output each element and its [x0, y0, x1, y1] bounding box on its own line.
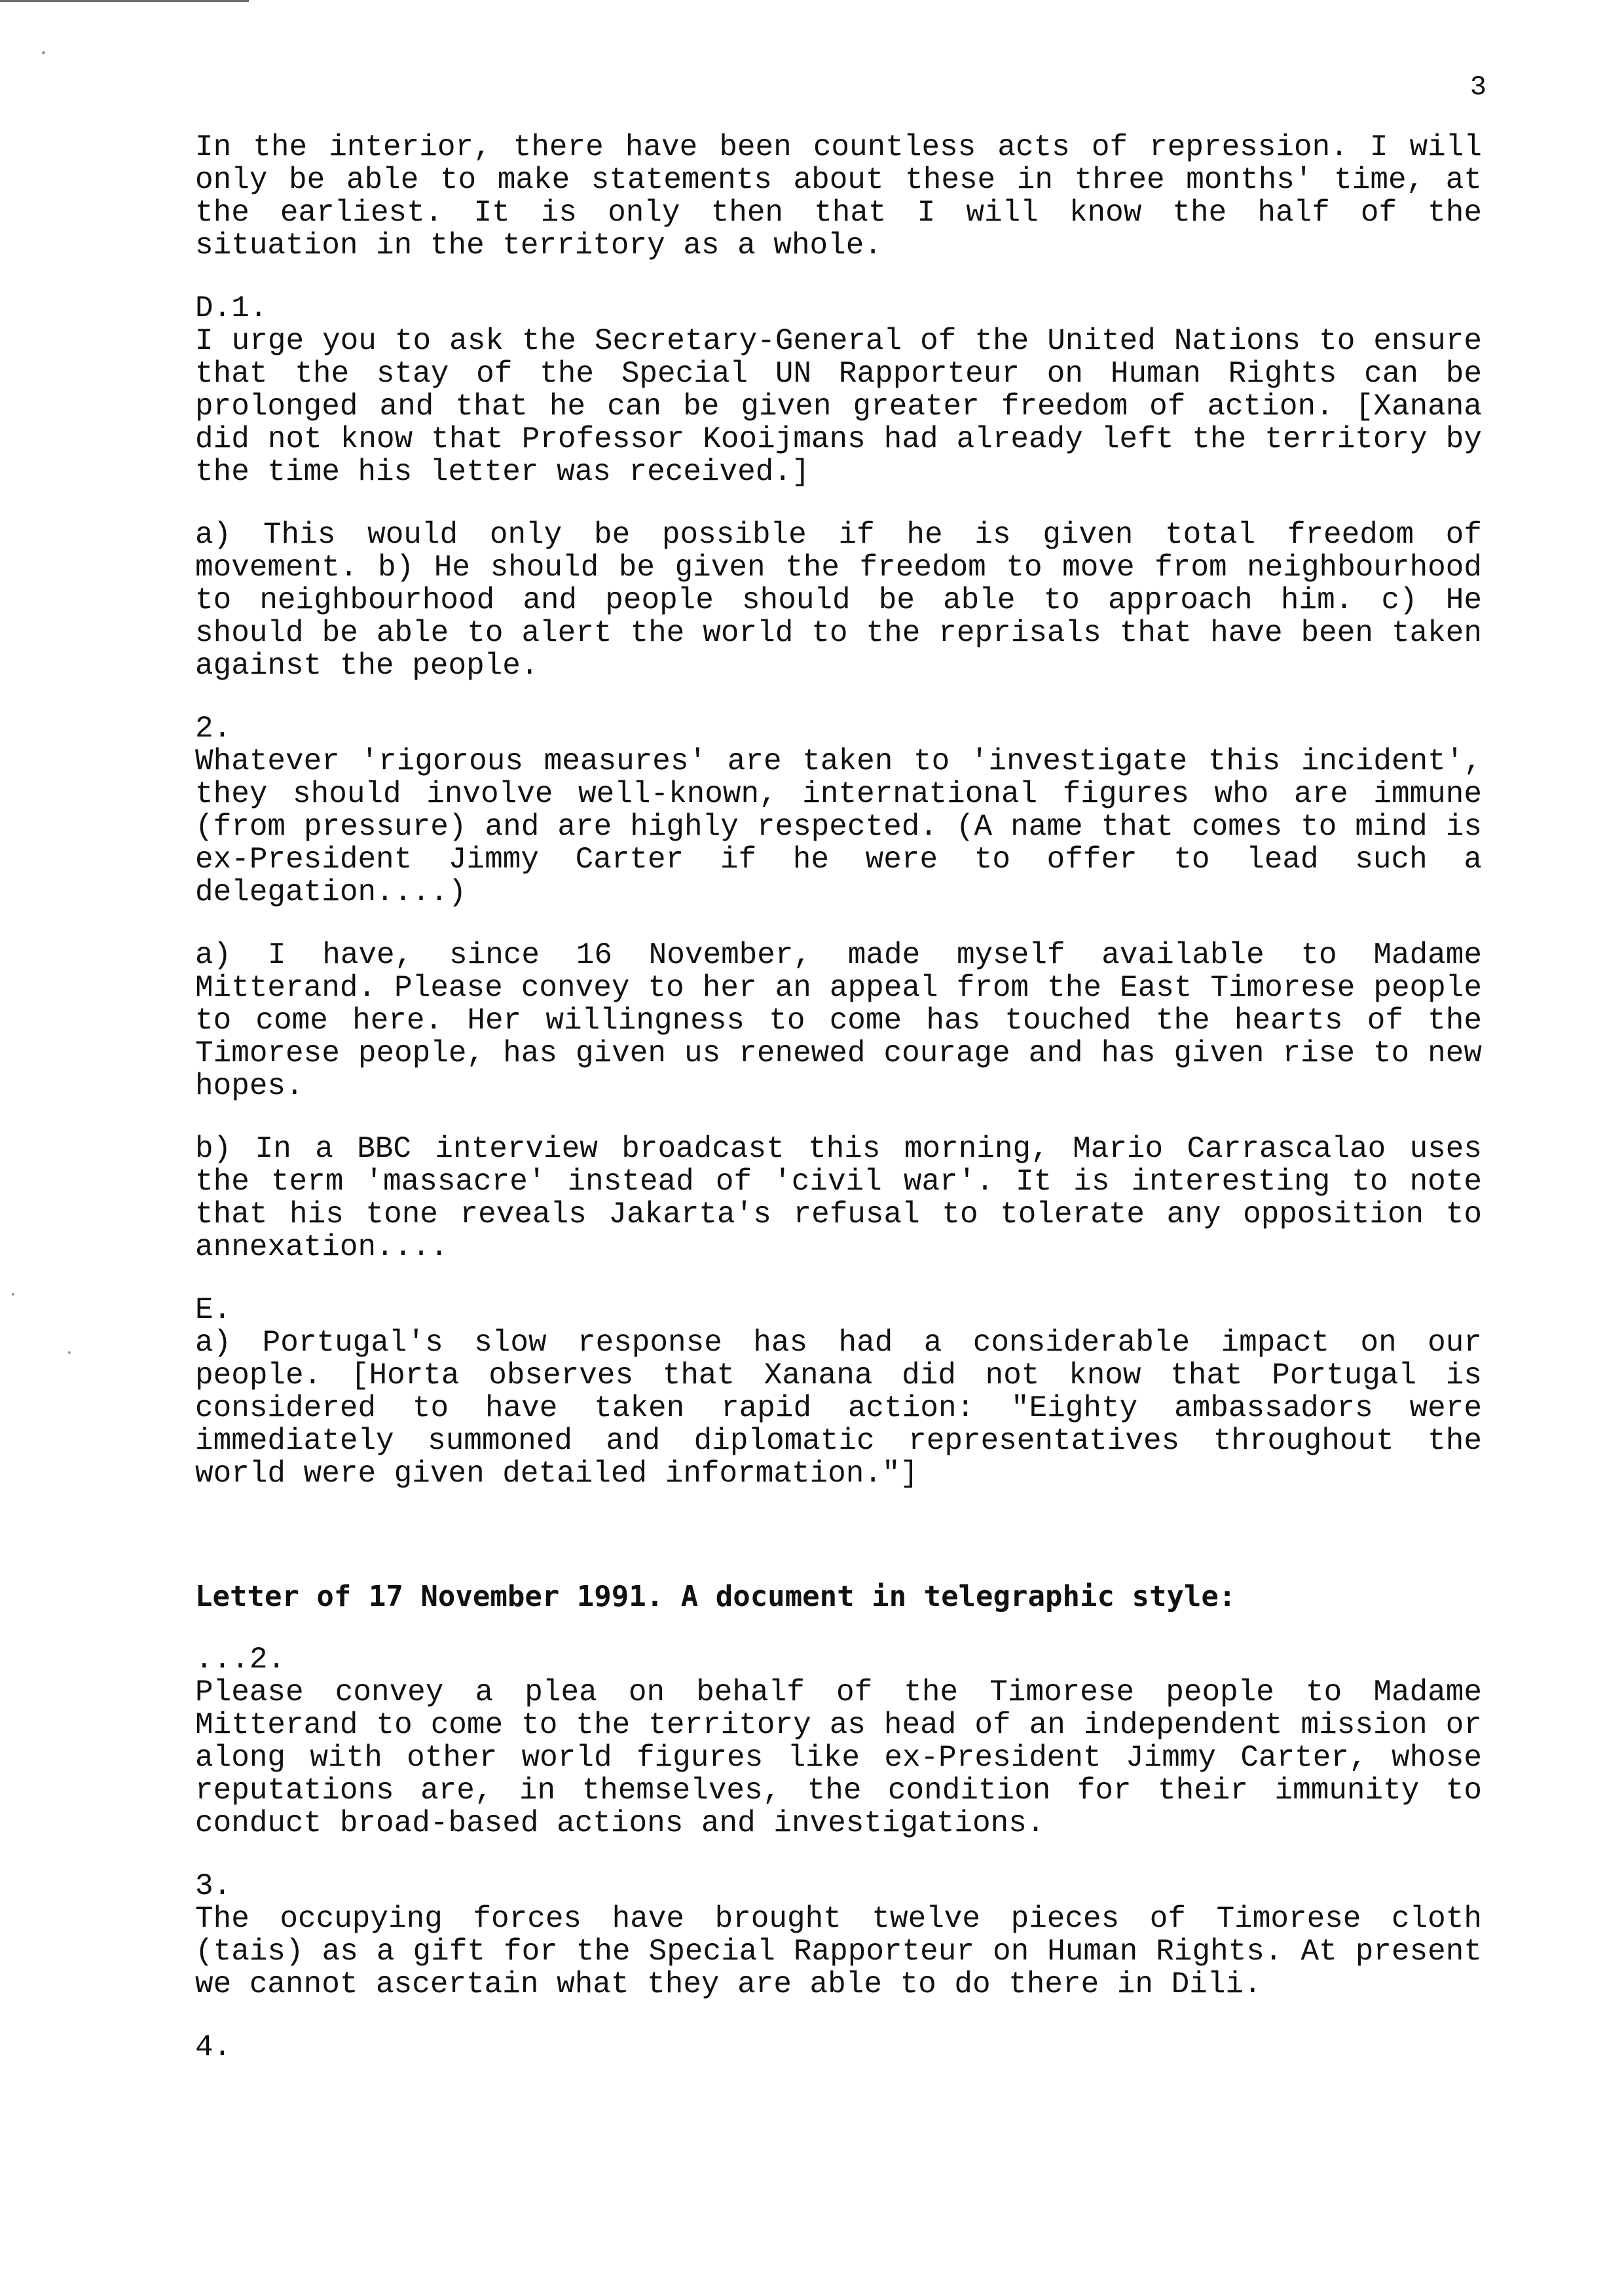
page-number: 3 [1469, 71, 1486, 103]
section-label: 2. [195, 712, 232, 746]
section-d1-subpoints [195, 519, 1482, 682]
intro-section [195, 131, 1482, 262]
letter-item-2 [195, 1643, 1482, 1840]
section-label: E. [195, 1293, 232, 1327]
scan-speck [42, 51, 45, 54]
section-paragraph: a) Portugal's slow response has had a considerable impact on our people. [Horta observes that Xanana did not know that Portugal is considered to have taken rapid action: "Eighty ambassadors were immediately summoned and diplomatic representatives throughout the world were given detailed information."] [195, 1326, 1482, 1491]
subpoint-a-paragraph: a) I have, since 16 November, made myself available to Madame Mitterand. Please convey to her an appeal from the East Timorese people to come here. Her willingness to come has touched the hearts of the Timorese people, has given us renewed courage and has given rise to new hopes. [195, 938, 1482, 1103]
item-paragraph: Please convey a plea on behalf of the Timorese people to Madame Mitterand to come to the territory as head of an independent mission or along with other world figures like ex-President Jimmy Carter, whose reputations are, in themselves, the condition for their immunity to conduct broad-based actions and investigations. [195, 1675, 1482, 1840]
scan-speck [68, 1351, 71, 1354]
item-label: 4. [195, 2030, 232, 2064]
scan-edge-line [0, 0, 249, 2]
item-label: 3. [195, 1869, 232, 1903]
intro-paragraph: In the interior, there have been countless acts of repression. I will only be able to make statements about these in three months' time, at the earliest. It is only then that I will know the half of the situation in the territory as a whole. [195, 130, 1482, 263]
spacer [195, 1520, 1482, 1550]
letter-item-3 [195, 1870, 1482, 2001]
section-label: D.1. [195, 291, 268, 325]
scan-speck [12, 1293, 14, 1296]
letter-item-4 [195, 2031, 1482, 2064]
letter-heading: Letter of 17 November 1991. A document in telegraphic style: [195, 1580, 1236, 1613]
subpoint-b-paragraph: b) In a BBC interview broadcast this morning, Mario Carrascalao uses the term 'massacre' instead of 'civil war'. It is interesting to note that his tone reveals Jakarta's refusal to tolerate any opposition to annexation.... [195, 1132, 1482, 1264]
section-d1 [195, 292, 1482, 488]
document-body [195, 131, 1482, 2094]
section-e [195, 1294, 1482, 1490]
section-paragraph: I urge you to ask the Secretary-General of the United Nations to ensure that the stay of the Special UN Rapporteur on Human Rights can be prolonged and that he can be given greater freedom of action. [Xanana did not know that Professor Kooijmans had already left the territory by the time his letter was received.] [195, 324, 1482, 489]
section-paragraph: Whatever 'rigorous measures' are taken to 'investigate this incident', they should involve well-known, international figures who are immune (from pressure) and are highly respected. (A name that comes to mind is ex-President Jimmy Carter if he were to offer to lead such a delegation....) [195, 744, 1482, 909]
section-d2 [195, 712, 1482, 909]
section-d2-a [195, 939, 1482, 1102]
section-d2-b [195, 1133, 1482, 1264]
subpoints-paragraph: a) This would only be possible if he is given total freedom of movement. b) He should be given the freedom to move from neighbourhood to neighbourhood and people should be able to approach him. c) He should be able to alert the world to the reprisals that have been taken against the people. [195, 518, 1482, 683]
item-paragraph: The occupying forces have brought twelve pieces of Timorese cloth (tais) as a gift for the Special Rapporteur on Human Rights. At present we cannot ascertain what they are able to do there in Dili. [195, 1902, 1482, 2001]
item-label: ...2. [195, 1643, 286, 1677]
